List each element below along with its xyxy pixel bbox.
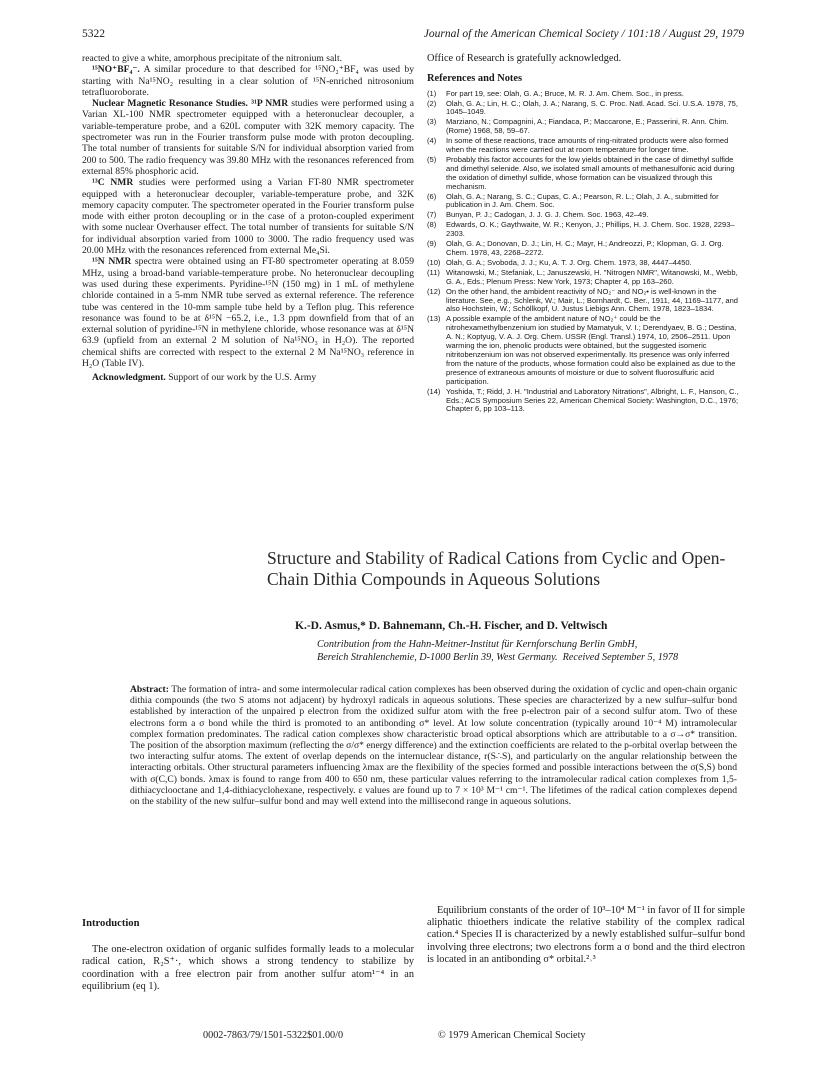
paragraph — [82, 177, 414, 256]
reference-item — [427, 100, 745, 118]
abstract-label: Abstract: — [130, 684, 169, 695]
reference-item — [427, 315, 745, 386]
paragraph: The one-electron oxidation of organic sulfides formally leads to a molecular radical cation, R₂S⁺·, which shows a strong tendency to stabilize by coordination with a free electron pair from another sulfur atom¹⁻⁴ in an equilibrium (eq 1). — [82, 944, 414, 992]
reference-number: (8) — [427, 220, 437, 230]
run-in-heading: ¹⁵N NMR — [92, 256, 132, 268]
reference-item — [427, 193, 745, 211]
running-header — [82, 28, 744, 42]
page-number: 5322 — [82, 28, 105, 40]
reference-number: (1) — [427, 88, 437, 98]
reference-number: (3) — [427, 117, 437, 127]
abstract-text: The formation of intra- and some intermolecular radical cation complexes has been observed during the oxidation of cyclic and open-chain organic dithia compounds (the two S atoms not adjacent) by hydroxyl radicals in aqueous solutions. These species are characterized by a new sulfur–sulfur bond established by interaction of the unpaired p electron from the oxidized sulfur atom with the free p-electron pair of a second sulfur atom. Two of these electrons form a σ bond while the third is promoted to an antibonding σ* level. At low solute concentration (typically around 10⁻⁴ M) intramolecular complex formation predominates. The radical cation complexes show characteristic broad optical absorptions which are attributable to a σ→σ* transition. The position of the absorption maximum (reflecting the σ/σ* energy difference) and the extinction coefficients are related to the p-orbital overlap between the two interacting sulfur atoms. The extent of overlap depends on the internuclear distance, r(S∴S), and particularly on the angular relationship between the interacting orbitals. Other structural parameters influencing λmax are the flexibility of the species formed and possible interactions between the σ(S,S) bond with σ(C,C) bonds. λmax is found to range from 400 to 650 nm, these particular values referring to the intramolecular radical cation complexes from 1,5-dithiacyclooctane and 1,4-dithiacyclohexane, respectively. ε values are found up to 7 × 10³ M⁻¹ cm⁻¹. The lifetimes of the radical cation complexes depend on the stability of the new sulfur–sulfur bond and may well extend into the millisecond range in aqueous solutions. — [130, 684, 737, 808]
reference-text: Olah, G. A.; Narang, S. C.; Cupas, C. A.; Pearson, R. L.; Olah, J. A., submitted for publication in J. Am. Chem. Soc. — [446, 191, 719, 210]
reference-number: (4) — [427, 136, 437, 146]
abstract — [130, 684, 737, 807]
affiliation — [317, 639, 747, 664]
reference-number: (6) — [427, 191, 437, 201]
reference-text: Edwards, O. K.; Gaythwaite, W. R.; Kenyon, J.; Phillips, H. J. Chem. Soc. 1928, 2293–2303. — [446, 220, 735, 239]
reference-text: Yoshida, T.; Ridd, J. H. "Industrial and Laboratory Nitrations", Albright, L. F., Hanson, C., Eds.; ACS Symposium Series 22, American Chemical Society: Washington, D.C., 1976; Chapter 6, pp 103–113. — [446, 386, 739, 414]
reference-text: Probably this factor accounts for the low yields obtained in the case of dimethyl sulfide and dimethyl selenide. Also, we isolated small amounts of methanesulfonic acid during the oxidation of dimethyl sulfide, whose formation can be visualized through this mechanism. — [446, 154, 735, 191]
reference-text: For part 19, see: Olah, G. A.; Bruce, M. R. J. Am. Chem. Soc., in press. — [446, 88, 684, 98]
reference-number: (5) — [427, 154, 437, 164]
article-code: 0002-7863/79/1501-5322$01.00/0 — [203, 1030, 344, 1041]
paragraph — [82, 256, 414, 369]
reference-item — [427, 118, 745, 136]
copyright: © 1979 American Chemical Society — [438, 1030, 586, 1041]
right-column — [427, 53, 745, 415]
reference-number: (11) — [427, 267, 440, 277]
reference-text: Olah, G. A.; Donovan, D. J.; Lin, H. C.; Mayr, H.; Andreozzi, P.; Klopman, G. J. Org. Chem. 1978, 43, 2268–2272. — [446, 239, 724, 257]
reference-item — [427, 137, 745, 155]
affiliation-line-2 — [317, 652, 747, 665]
reference-item — [427, 90, 745, 99]
paragraph — [82, 98, 414, 177]
reference-item — [427, 269, 745, 287]
reference-item — [427, 259, 745, 268]
reference-number: (2) — [427, 98, 437, 108]
reference-text: On the other hand, the ambident reactivity of NO₂⁻ and NO₂• is well-known in the literature. See, e.g., Schlenk, W.; Mair, L.; Bornhardt, C. Ber., 1911, 44, 1169–1177, and also Hochstein, W.; Schöllkopf, U. Justus Liebigs Ann. Chem. 1978, 1823–1834. — [446, 286, 738, 314]
references-list — [427, 90, 745, 415]
reference-text: A possible example of the ambident nature of NO₂⁺ could be the nitrohexamethylbenzenium ion studied by Mamatyuk, V. I.; Derendyaev, B. G.; Destina, A. N.; Koptyug, V. A. J. Org. Chem. USSR (Engl. Transl.) 1974, 10, 2506–2511. Upon warming the ion, phenolic products were obtained, but the suggested isomeric nitritobenzenium ion was not observed experimentally. Its presence was only inferred from the nature of the products, whose formation could also be explained as due to the presence of extraneous amounts of moisture or due to solvent fluorosulfuric acid participation. — [446, 314, 737, 386]
run-in-heading: ¹⁵NO⁺BF₄⁻. — [92, 64, 140, 76]
reference-text: Bunyan, P. J.; Cadogan, J. J. G. J. Chem. Soc. 1963, 42–49. — [446, 210, 649, 220]
acknowledgment-continued: Office of Research is gratefully acknowledged. — [427, 53, 622, 64]
introduction-left — [82, 918, 414, 993]
journal-citation: Journal of the American Chemical Society / 101:18 / August 29, 1979 — [423, 28, 744, 40]
reference-text: Olah, G. A.; Svoboda, J. J.; Ku, A. T. J. Org. Chem. 1973, 38, 4447–4450. — [446, 257, 692, 267]
article-title: Structure and Stability of Radical Cations from Cyclic and Open-Chain Dithia Compounds in Aqueous Solutions — [267, 548, 726, 589]
run-in-heading: Acknowledgment. — [92, 372, 166, 384]
reference-text: In some of these reactions, trace amounts of ring-nitrated products were also formed when the reactions were carried out at room temperature for longer time. — [446, 136, 729, 155]
paragraph-text: studies were performed using a Varian FT-80 NMR spectrometer equipped with a heteronuclear decoupler, variable-temperature probe, and 32K memory capacity computer. The spectrometer operated in the Fourier transform pulse mode with either proton decoupling or in the case of a proton-coupled experiment with some nuclear Overhauser effect. The total number of transients for suitable S/N for individual absorption varied from 1000 to 3000. The radio frequency used was 20.00 MHz with the resonances referenced from external Me₄Si. — [82, 177, 415, 257]
paragraph: reacted to give a white, amorphous precipitate of the nitronium salt. — [82, 53, 343, 64]
acknowledgment — [82, 372, 414, 383]
reference-number: (10) — [427, 257, 441, 267]
reference-text: Witanowski, M.; Stefaniak, L.; Januszewski, H. "Nitrogen NMR", Witanowski, M., Webb, G. A., Eds.; Plenum Press: New York, 1973; Chapter 4, pp 163–260. — [446, 267, 738, 286]
reference-text: Olah, G. A.; Lin, H. C.; Olah, J. A.; Narang, S. C. Proc. Natl. Acad. Sci. U.S.A. 1978, 75, 1045–1049. — [446, 98, 738, 117]
left-column — [82, 53, 414, 384]
paragraph-text: spectra were obtained using an FT-80 spectrometer operating at 8.059 MHz, using a broad-band variable-temperature probe. No heteronuclear decoupling was used during these experiments. Pyridine-¹⁵N (150 mg) in 1 mL of methylene chloride contained in a 5-mm NMR tube served as external reference. The reference tube was centered in the 10-mm sample tube held by a Teflon plug. This reference resonance was found to be at δ¹⁵N −65.2, i.e., 1.3 ppm downfield from that of an external solution of pyridine-¹⁵N in methylene chloride, whose resonance was at δ¹⁵N 63.9 (upfield from an external 2 M solution of Na¹⁵NO₃ in H₂O). The reported chemical shifts are corrected with respect to the external 2 M Na¹⁵NO₃ reference in H₂O (Table IV). — [82, 256, 414, 370]
reference-item — [427, 388, 745, 415]
reference-item — [427, 156, 745, 192]
reference-number: (12) — [427, 286, 441, 296]
introduction-right — [427, 905, 745, 966]
run-in-heading: Nuclear Magnetic Resonance Studies. ³¹P NMR — [92, 98, 289, 110]
affiliation-line: Contribution from the Hahn-Meitner-Institut für Kernforschung Berlin GmbH, — [317, 639, 638, 650]
reference-item — [427, 288, 745, 315]
paragraph: Equilibrium constants of the order of 10³–10⁴ M⁻¹ in favor of II for simple aliphatic thioethers indicate the relative stability of the complex radical cation.⁴ Species II is characterized by a newly established sulfur–sulfur bond involving three electrons; two electrons form a σ bond and the third electron is located in an antibonding σ* orbital.²˒³ — [427, 905, 745, 965]
run-in-heading: ¹³C NMR — [92, 177, 134, 189]
reference-item — [427, 240, 745, 258]
references-heading: References and Notes — [427, 73, 523, 85]
reference-text: Marziano, N.; Compagnini, A.; Fiandaca, P.; Maccarone, E.; Passerini, R. Ann. Chim. (Rome) 1968, 58, 59–67. — [446, 117, 729, 136]
reference-number: (14) — [427, 386, 441, 396]
reference-number: (9) — [427, 239, 437, 249]
paragraph-text: studies were performed using a Varian XL-100 NMR spectrometer equipped with a heteronuclear decoupler, a variable-temperature probe, and a 620L computer with 32K memory capacity. The spectrometer was run in the Fourier transform pulse mode with proton decoupling. The total number of transients for suitable S/N for individual absorption varied from 200 to 500. The radio frequency was 39.80 MHz with the resonances referenced from external 85% phosphoric acid. — [82, 98, 414, 177]
article-authors: K.-D. Asmus,* D. Bahnemann, Ch.-H. Fischer, and D. Veltwisch — [295, 620, 608, 632]
reference-item — [427, 221, 745, 239]
affiliation-text: Bereich Strahlenchemie, D-1000 Berlin 39, West Germany. — [317, 651, 558, 663]
paragraph-text: A similar procedure to that described for ¹⁵NO₂⁺BF₄ was used by starting with Na¹⁵NO₂ resulting in a clear solution of ¹⁵N-enriched nitrosonium tetrafluoroborate. — [82, 64, 414, 98]
reference-number: (7) — [427, 210, 437, 220]
introduction-heading: Introduction — [82, 918, 140, 929]
paragraph — [82, 64, 414, 98]
paragraph-text: Support of our work by the U.S. Army — [165, 372, 317, 384]
reference-number: (13) — [427, 314, 441, 324]
received-date: Received September 5, 1978 — [562, 651, 679, 663]
reference-item — [427, 211, 745, 220]
